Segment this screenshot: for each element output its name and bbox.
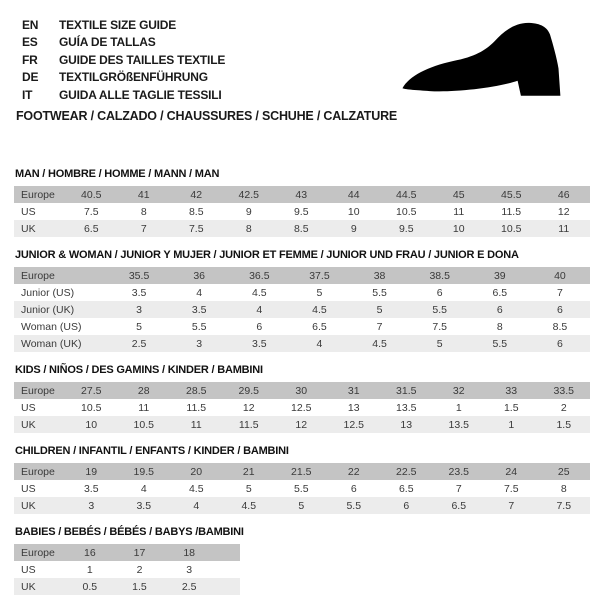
size-cell: 30 [275,382,328,399]
language-row [22,86,225,104]
size-cell: 6.5 [433,497,486,514]
table-row [14,186,590,203]
table-title: BABIES / BEBÉS / BÉBÉS / BABYS /BAMBINI [15,526,244,538]
size-cell: 4.5 [188,482,204,495]
size-cell: 4.5 [252,286,267,299]
language-row [22,69,225,87]
size-cell: 38.5 [410,267,470,284]
row-label: UK [14,497,65,514]
size-cell: 8.5 [552,320,568,333]
size-cell: 6 [470,301,530,318]
size-cell: 5 [245,482,252,495]
table-row [14,463,590,480]
size-cell: 1.5 [503,401,519,414]
language-title: TEXTILE SIZE GUIDE [59,17,177,32]
size-cell: 40 [530,267,590,284]
size-cell: 25 [538,463,591,480]
size-cell: 12 [242,401,255,414]
size-cell: 7.5 [83,205,99,218]
size-cell: 7 [557,286,563,299]
size-cell: 11 [138,401,150,414]
size-cell: 33.5 [538,382,591,399]
table-title: JUNIOR & WOMAN / JUNIOR Y MUJER / JUNIOR ET FEMME / JUNIOR UND FRAU / JUNIOR E DONA [15,249,519,261]
size-cell: 3 [109,301,169,318]
table-row [14,318,590,335]
size-cell: 38 [350,267,410,284]
table-row [14,497,590,514]
table-row [14,301,590,318]
language-title: GUÍA DE TALLAS [59,35,156,50]
size-cell: 4 [196,286,203,299]
size-cell: 6 [256,320,263,333]
size-cell: 0.5 [65,578,115,595]
size-cell: 1 [455,401,462,414]
size-cell: 7 [118,220,171,237]
size-cell: 2.5 [164,578,214,595]
table-row [14,382,590,399]
size-cell: 5 [350,301,410,318]
size-cell: 13.5 [433,416,486,433]
size-cell: 5.5 [372,286,387,299]
size-cell: 31.5 [380,382,433,399]
row-label: US [21,563,36,576]
language-code: ES [22,35,38,50]
size-cell: 5 [136,320,142,333]
size-cell: 21.5 [275,463,328,480]
size-cell: 1 [86,563,93,576]
size-cell: 37.5 [289,267,349,284]
row-label: Woman (UK) [14,335,109,352]
table-row [14,220,590,237]
row-label: Europe [14,544,65,561]
size-cell: 42 [170,186,223,203]
size-table-section-kids [14,364,590,433]
size-cell: 46 [538,186,591,203]
row-label: UK [14,416,65,433]
size-cell: 10.5 [485,220,538,237]
size-cell: 28.5 [170,382,223,399]
size-cell: 12.5 [291,401,312,414]
size-cell: 29.5 [223,382,276,399]
size-cell: 8.5 [275,220,328,237]
size-cell: 40.5 [65,186,118,203]
size-cell: 3 [186,563,193,576]
table-row [14,544,240,561]
table-row [14,203,590,220]
size-cell: 5.5 [191,320,207,333]
size-cell: 10.5 [396,205,417,218]
size-cell: 5 [275,497,328,514]
size-cell: 41 [118,186,171,203]
size-cell: 4.5 [350,335,410,352]
language-title: GUIDA ALLE TAGLIE TESSILI [59,87,222,102]
size-cell: 5 [316,286,323,299]
size-cell: 44.5 [380,186,433,203]
language-row [22,34,225,52]
table-row [14,480,590,497]
table-row [14,335,590,352]
size-cell: 9 [328,220,381,237]
size-cell: 12 [275,416,328,433]
size-cell: 27.5 [65,382,118,399]
size-cell: 8 [223,220,276,237]
row-label: UK [14,578,65,595]
size-cell: 17 [115,544,165,561]
size-cell: 6.5 [312,320,327,333]
size-cell: 4.5 [289,301,349,318]
size-cell: 11 [538,220,591,237]
row-label: US [21,401,36,414]
size-cell: 35.5 [109,267,169,284]
size-cell: 9.5 [293,205,309,218]
size-cell: 6 [530,335,590,352]
size-cell: 12 [557,205,570,218]
size-cell: 6.5 [65,220,118,237]
language-code: DE [22,70,39,85]
size-cell: 8 [140,205,147,218]
size-cell: 7.5 [538,497,591,514]
size-cell: 22.5 [380,463,433,480]
size-cell: 45.5 [485,186,538,203]
spacer-cell [214,578,240,595]
language-title: TEXTILGRÖßENFÜHRUNG [59,70,208,85]
size-cell: 45 [433,186,486,203]
size-cell: 6 [350,482,357,495]
size-cell: 11 [170,416,223,433]
row-label: Woman (US) [21,320,82,333]
size-cell: 31 [328,382,381,399]
table-row [14,416,590,433]
size-cell: 11 [453,205,465,218]
size-cell: 8 [496,320,503,333]
size-cell: 10 [347,205,360,218]
size-cell: 7.5 [503,482,519,495]
size-cell: 8.5 [188,205,204,218]
size-cell: 7 [485,497,538,514]
size-cell: 7 [455,482,462,495]
size-cell: 10 [65,416,118,433]
size-cell: 7.5 [170,220,223,237]
size-cell: 19 [65,463,118,480]
size-cell: 8 [560,482,567,495]
language-code: EN [22,17,39,32]
size-table-section-junior_woman [14,249,590,352]
row-label: Europe [14,267,109,284]
spacer-cell [214,544,240,561]
size-cell: 36 [169,267,229,284]
row-label: US [21,482,36,495]
size-cell: 9 [245,205,252,218]
row-label: Junior (UK) [14,301,109,318]
size-cell: 13 [347,401,360,414]
size-tables [14,168,590,600]
size-table-junior_woman [14,267,590,352]
size-table-children [14,463,590,514]
size-cell: 3.5 [169,301,229,318]
size-cell: 36.5 [229,267,289,284]
row-label: Europe [14,186,65,203]
table-row [14,578,240,595]
size-table-babies [14,544,240,595]
size-table-section-babies [14,526,590,595]
size-cell: 7 [376,320,383,333]
row-label: Europe [14,382,65,399]
size-cell: 4 [170,497,223,514]
size-cell: 5.5 [328,497,381,514]
size-cell: 6 [436,286,443,299]
size-cell: 11.5 [186,401,207,414]
size-cell: 5 [410,335,470,352]
size-cell: 21 [223,463,276,480]
language-row [22,51,225,69]
language-code: FR [22,52,38,67]
size-table-section-man [14,168,590,237]
size-cell: 39 [470,267,530,284]
size-cell: 3.5 [131,286,147,299]
size-cell: 1.5 [538,416,591,433]
size-cell: 6.5 [398,482,414,495]
category-heading: FOOTWEAR / CALZADO / CHAUSSURES / SCHUHE / CALZATURE [16,109,398,123]
size-cell: 4.5 [223,497,276,514]
row-label: UK [14,220,65,237]
size-cell: 2 [136,563,143,576]
size-cell: 1.5 [115,578,165,595]
size-cell: 2 [560,401,567,414]
size-cell: 16 [65,544,115,561]
size-cell: 3.5 [118,497,171,514]
size-cell: 4 [289,335,349,352]
table-row [14,399,590,416]
size-cell: 10.5 [118,416,171,433]
table-row [14,267,590,284]
size-table-kids [14,382,590,433]
table-title: KIDS / NIÑOS / DES GAMINS / KINDER / BAMBINI [15,364,263,376]
language-row [22,16,225,34]
size-cell: 19.5 [118,463,171,480]
size-cell: 3 [65,497,118,514]
size-table-man [14,186,590,237]
size-cell: 13.5 [396,401,417,414]
table-row [14,561,240,578]
row-label: Europe [14,463,65,480]
row-label: Junior (US) [21,286,75,299]
size-cell: 6 [530,301,590,318]
size-cell: 4 [229,301,289,318]
size-cell: 12.5 [328,416,381,433]
size-cell: 23.5 [433,463,486,480]
size-cell: 5.5 [293,482,309,495]
size-cell: 1 [485,416,538,433]
size-cell: 6 [380,497,433,514]
size-cell: 20 [170,463,223,480]
size-cell: 42.5 [223,186,276,203]
size-cell: 44 [328,186,381,203]
size-cell: 5.5 [410,301,470,318]
size-cell: 13 [380,416,433,433]
language-code: IT [22,87,33,102]
language-title: GUIDE DES TAILLES TEXTILE [59,52,226,67]
row-label: US [21,205,36,218]
size-cell: 2.5 [109,335,169,352]
size-cell: 22 [328,463,381,480]
language-title-list [22,16,225,104]
size-cell: 28 [118,382,171,399]
size-cell: 24 [485,463,538,480]
size-cell: 43 [275,186,328,203]
size-cell: 10 [433,220,486,237]
size-cell: 3.5 [83,482,99,495]
table-title: CHILDREN / INFANTIL / ENFANTS / KINDER / BAMBINI [15,445,289,457]
size-cell: 33 [485,382,538,399]
size-cell: 18 [164,544,214,561]
size-cell: 11.5 [501,205,522,218]
size-cell: 32 [433,382,486,399]
dress-shoe-icon [392,14,584,108]
size-cell: 3 [169,335,229,352]
spacer-cell [214,561,240,578]
size-cell: 5.5 [470,335,530,352]
size-cell: 9.5 [380,220,433,237]
table-row [14,284,590,301]
size-cell: 4 [140,482,147,495]
size-cell: 3.5 [229,335,289,352]
size-cell: 10.5 [81,401,102,414]
size-cell: 11.5 [223,416,276,433]
size-cell: 7.5 [432,320,447,333]
size-cell: 6.5 [492,286,508,299]
table-title: MAN / HOMBRE / HOMME / MANN / MAN [15,168,220,180]
size-table-section-children [14,445,590,514]
